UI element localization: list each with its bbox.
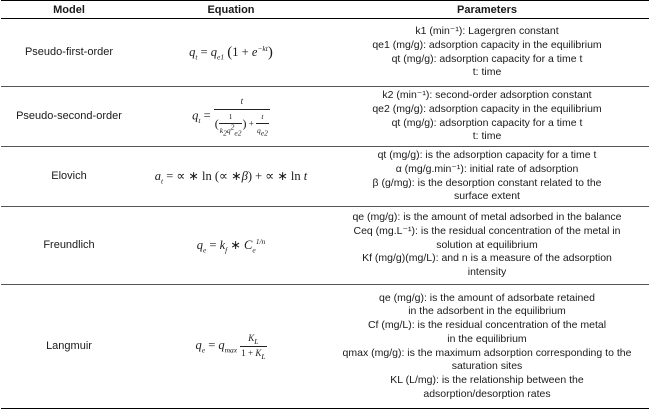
- param-line: qmax (mg/g): is the maximum adsorption corresponding to the: [342, 346, 632, 359]
- param-line: surface extent: [454, 190, 520, 203]
- param-line: intensity: [467, 266, 507, 279]
- model-name: Langmuir: [1, 285, 137, 409]
- model-name: Pseudo-second-order: [1, 87, 137, 147]
- equation-cell: $q_e = k_f$ ∗ $C_e^{1/n}$: [137, 207, 325, 285]
- parameters-cell: [325, 87, 649, 147]
- param-line: t: time: [472, 66, 502, 79]
- param-line: in the adsorbent in the equilibrium: [408, 305, 566, 318]
- param-line: β (g/mg): is the desorption constant related to the: [372, 176, 602, 189]
- equation-cell: $q_e = q_{max}$ $\frac{K_L}{1 + K_L}$: [137, 285, 325, 409]
- param-line: Cf (mg/L): is the residual concentration of the metal: [367, 319, 607, 332]
- param-line: qe (mg/g): is the amount of metal adsorbed in the balance: [352, 211, 622, 224]
- param-line: KL (L/mg): is the relationship between the: [390, 373, 584, 386]
- equation-cell: $q_t = q_{e1}$ $(1 + e^{-kt})$: [137, 19, 325, 87]
- table-row: [1, 207, 649, 285]
- table-row: [1, 285, 649, 409]
- parameters-cell: [325, 19, 649, 87]
- param-line: qt (mg/g): adsorption capacity for a time t: [391, 116, 583, 129]
- adsorption-models-table: [1, 0, 649, 409]
- parameters-cell: [325, 285, 649, 409]
- param-line: Kf (mg/g)(mg/L): and n is a measure of the adsorption: [362, 252, 612, 265]
- header-equation: Equation: [137, 1, 325, 19]
- param-line: qt (mg/g): is the adsorption capacity for a time t: [377, 149, 597, 162]
- parameters-cell: [325, 207, 649, 285]
- header-model: Model: [1, 1, 137, 19]
- equation-cell: $a_t$ = ∝ ∗ ln (∝ ∗β) + ∝ ∗ ln t: [137, 147, 325, 207]
- parameters-cell: [325, 147, 649, 207]
- param-line: in the equilibrium: [447, 332, 527, 345]
- param-line: qe2 (mg/g): adsorption capacity in the equilibrium: [372, 102, 602, 115]
- model-name: Pseudo-first-order: [1, 19, 137, 87]
- param-line: t: time: [472, 130, 502, 143]
- table-row: [1, 19, 649, 87]
- param-line: qe (mg/g): is the amount of adsorbate retained: [379, 291, 595, 304]
- param-line: solution at equilibrium: [436, 238, 538, 251]
- param-line: k2 (min⁻¹): second-order adsorption constant: [382, 89, 592, 102]
- param-line: adsorption/desorption rates: [423, 387, 551, 400]
- header-parameters: Parameters: [325, 1, 649, 19]
- param-line: Ceq (mg.L⁻¹): is the residual concentration of the metal in: [353, 224, 621, 237]
- model-name: Freundlich: [1, 207, 137, 285]
- table-row: [1, 87, 649, 147]
- model-name: Elovich: [1, 147, 137, 207]
- equation-cell: $q_t$ = t ( $\frac{1}{k_2q^2_{e2}}$ ) + $\frac{t}{q_{e2}}$: [137, 87, 325, 147]
- param-line: qe1 (mg/g): adsorption capacity in the equilibrium: [372, 38, 602, 51]
- param-line: saturation sites: [451, 360, 523, 373]
- table-header-row: [1, 1, 649, 19]
- param-line: α (mg/g.min⁻¹): initial rate of adsorption: [395, 162, 579, 175]
- param-line: qt (mg/g): adsorption capacity for a time t: [391, 52, 583, 65]
- table-row: [1, 147, 649, 207]
- param-line: k1 (min⁻¹): Lagergren constant: [415, 25, 559, 38]
